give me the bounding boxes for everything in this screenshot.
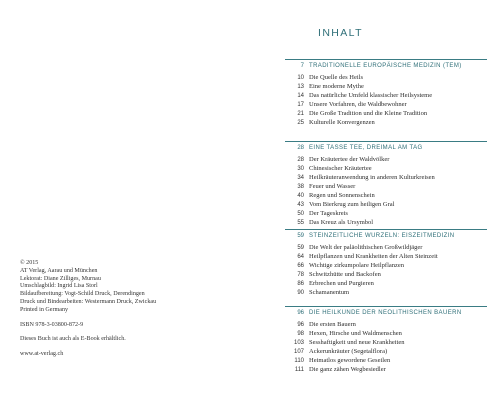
toc-entry-title: Schwitzhütte und Backofen [309, 271, 381, 278]
imprint-line: Druck und Bindearbeiten: Westermann Druck, Zwickau [20, 298, 157, 305]
toc-entry[interactable] [282, 200, 497, 209]
toc-section-heading[interactable] [282, 309, 497, 318]
ebook-note: Dieses Buch ist auch als E-Book erhältlich. [20, 336, 126, 343]
toc-page-number: 28 [297, 145, 304, 151]
toc-section-heading[interactable] [282, 62, 497, 71]
toc-entry[interactable] [282, 218, 497, 227]
toc-entry-title: Die ersten Bauern [309, 321, 356, 328]
toc-entry[interactable] [282, 288, 497, 297]
toc-page-number: 28 [297, 157, 304, 163]
publisher-url: www.at-verlag.ch [20, 351, 64, 358]
toc-entry-title: Heimatlos gewordene Geseilen [309, 357, 391, 364]
toc-entry[interactable] [282, 118, 497, 127]
toc-entry[interactable] [282, 261, 497, 270]
toc-entry[interactable] [282, 91, 497, 100]
toc-entry-title: Erbrechen und Purgieren [309, 280, 374, 287]
toc-page-number: 43 [297, 202, 304, 208]
toc-page-number: 25 [297, 120, 304, 126]
toc-page-number: 96 [297, 310, 304, 316]
toc-entry-title: Das Kreuz als Ursymbol [309, 219, 374, 226]
imprint-block [20, 260, 240, 359]
toc-page-number: 59 [297, 233, 304, 239]
toc-page-number: 10 [297, 75, 304, 81]
toc-entry-title: Heilkräuteranwendung in anderen Kulturkreisen [309, 174, 435, 181]
toc-entry-title: Sesshaftigkeit und neue Krankheiten [309, 339, 405, 346]
toc-section-heading[interactable] [282, 232, 497, 241]
imprint-spacer [20, 344, 240, 351]
toc-entry[interactable] [282, 82, 497, 91]
toc-entry-title: Die ganz zähen Wegbesiedler [309, 366, 386, 373]
toc-page-number: 111 [294, 367, 304, 373]
toc-page-number: 78 [297, 272, 304, 278]
toc-entry[interactable] [282, 100, 497, 109]
toc-section-title: TRADITIONELLE EUROPÄISCHE MEDIZIN (TEM) [309, 63, 462, 69]
imprint-line: Bildaufbereitung: Vogt-Schild Druck, Derendingen [20, 291, 145, 298]
toc-entry-title: Heilpflanzen und Krankheiten der Alten Steinzeit [309, 253, 438, 260]
imprint-line: Printed in Germany [20, 306, 69, 313]
toc-entry-title: Schamanentum [309, 289, 350, 296]
toc-entry[interactable] [282, 109, 497, 118]
imprint-line: AT Verlag, Aarau und München [20, 267, 98, 274]
toc-entry-title: Unsere Vorfahren, die Waldbewohner [309, 101, 407, 108]
toc-entry[interactable] [282, 252, 497, 261]
toc-title: INHALT [318, 27, 363, 39]
toc-section-title: STEINZEITLICHE WURZELN: EISZEITMEDIZIN [309, 233, 455, 239]
toc-page-number: 7 [300, 63, 304, 69]
imprint-line: Umschlagbild: Ingrid Lisa Storl [20, 283, 98, 290]
toc-entry-title: Die Quelle des Heils [309, 74, 363, 81]
section-divider [285, 141, 487, 142]
toc-entry-title: Hexen, Hirsche und Waldmenschen [309, 330, 402, 337]
toc-entry-title: Kulturelle Konvergenzen [309, 119, 375, 126]
toc-page-number: 96 [297, 322, 304, 328]
section-divider [285, 59, 487, 60]
toc-entry-title: Ackerunkräuter (Segetalflora) [309, 348, 388, 355]
toc-page-number: 98 [297, 331, 304, 337]
toc-page-number: 66 [297, 263, 304, 269]
toc-entry-title: Eine moderne Mythe [309, 83, 364, 90]
toc-entry[interactable] [282, 173, 497, 182]
toc-page-number: 34 [297, 175, 304, 181]
toc-entry[interactable] [282, 329, 497, 338]
toc-entry-title: Feuer und Wasser [309, 183, 356, 190]
section-divider [285, 306, 487, 307]
toc-entry-title: Die Welt der paläolithischen Großwildjäger [309, 244, 423, 251]
imprint-spacer [20, 315, 240, 322]
toc-entry-title: Der Kräutertee der Waldvölker [309, 156, 390, 163]
imprint-line: Lektorat: Diane Zilliges, Murnau [20, 275, 101, 282]
toc-entry[interactable] [282, 209, 497, 218]
toc-entry-title: Die Große Tradition und die Kleine Tradition [309, 110, 428, 117]
toc-entry-title: Wichtige zirkumpolare Heilpflanzen [309, 262, 405, 269]
toc-page-number: 17 [297, 102, 304, 108]
toc-entry[interactable] [282, 182, 497, 191]
toc-entry[interactable] [282, 356, 497, 365]
imprint-spacer [20, 329, 240, 336]
toc-page-number: 86 [297, 281, 304, 287]
toc-page-number: 50 [297, 211, 304, 217]
toc-page-number: 107 [293, 349, 304, 355]
toc-entry[interactable] [282, 164, 497, 173]
toc-section-title: DIE HEILKUNDE DER NEOLITHISCHEN BAUERN [309, 310, 462, 316]
toc-page-number: 64 [297, 254, 304, 260]
imprint-line: © 2015 [20, 260, 39, 266]
toc-page-number: 21 [297, 111, 304, 117]
toc-page-number: 40 [297, 193, 304, 199]
toc-entry[interactable] [282, 155, 497, 164]
toc-entry[interactable] [282, 338, 497, 347]
toc-page-number: 38 [297, 184, 304, 190]
toc-page-number: 55 [297, 220, 304, 226]
toc-entry[interactable] [282, 73, 497, 82]
toc-section-heading[interactable] [282, 144, 497, 153]
isbn: ISBN 978-3-03800-872-9 [20, 321, 84, 328]
toc-page-number: 14 [297, 93, 304, 99]
toc-entry[interactable] [282, 347, 497, 356]
toc-entry[interactable] [282, 279, 497, 288]
toc-section-title: EINE TASSE TEE, DREIMAL AM TAG [309, 145, 423, 151]
toc-entry-title: Der Tageskreis [309, 210, 348, 217]
toc-page-number: 90 [297, 290, 304, 296]
toc-entry[interactable] [282, 270, 497, 279]
toc-page-number: 13 [297, 84, 304, 90]
toc-page-number: 103 [293, 340, 304, 346]
toc-entry-title: Chinesischer Kräutertee [309, 165, 372, 172]
toc-page-number: 59 [297, 245, 304, 251]
toc-entry-title: Das natürliche Umfeld klassischer Heilsysteme [309, 92, 433, 99]
toc-entry[interactable] [282, 243, 497, 252]
toc-entry-title: Regen und Sonnenschein [309, 192, 375, 199]
toc-page-number: 110 [294, 358, 304, 364]
toc-page-number: 30 [297, 166, 304, 172]
toc-entry[interactable] [282, 191, 497, 200]
toc-entry[interactable] [282, 365, 497, 374]
section-divider [285, 229, 487, 230]
toc-entry[interactable] [282, 320, 497, 329]
toc-entry-title: Vom Bierkrug zum heiligen Gral [309, 201, 395, 208]
